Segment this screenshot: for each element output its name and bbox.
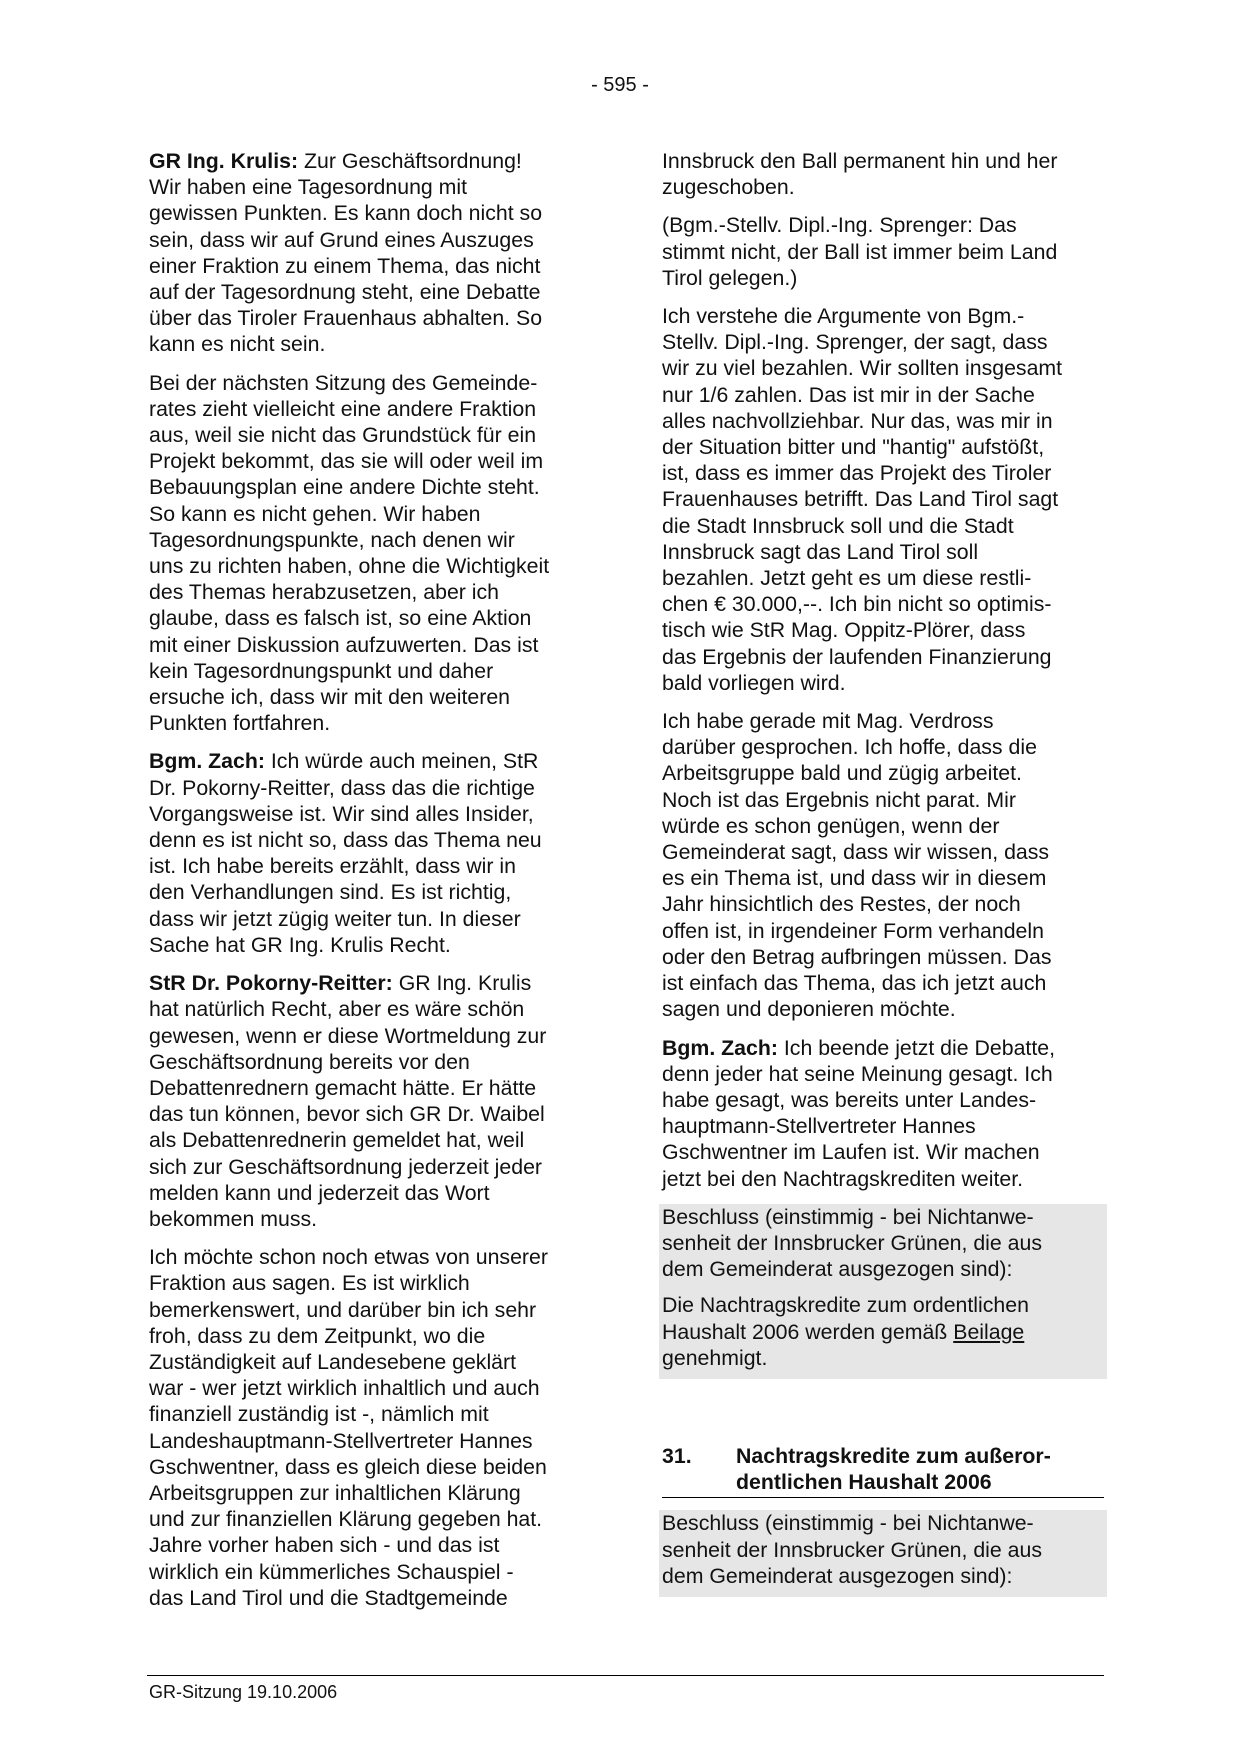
paragraph: Ich habe gerade mit Mag. Verdross darüber gesprochen. Ich hoffe, dass die Arbeitsgruppe bald und zügig arbeitet. Noch ist das Ergebnis nicht parat. Mir würde es schon genügen, wenn der Gemeinderat sagt, dass wir wissen, dass es ein Thema ist, und dass wir in diesem Jahr hinsichtlich des Restes, der noch offen ist, in irgendeiner Form verhandeln oder den Betrag aufbringen müssen. Das ist einfach das Thema, das ich jetzt auch sagen und deponieren möchte. — [662, 709, 1052, 1022]
resolution-intro: Beschluss (einstimmig - bei Nichtanwe- senheit der Innsbrucker Grünen, die aus dem Gemeinderat ausgezogen sind): — [662, 1204, 1043, 1282]
agenda-item-title: Nachtragskredite zum außeror- dentlichen Haushalt 2006 — [736, 1443, 1051, 1495]
footer-session-date: GR-Sitzung 19.10.2006 — [149, 1682, 338, 1702]
statement-zach-closing — [662, 1035, 1104, 1192]
statement-text: Ich beende jetzt die Debatte, denn jeder hat seine Meinung gesagt. Ich habe gesagt, was bereits unter Landes- hauptmann-Stellvertreter Hannes Gschwentner im Laufen ist. Wir machen jetzt bei den Nachtragskrediten weiter. — [662, 1035, 1056, 1191]
statement-text: Ich würde auch meinen, StR Dr. Pokorny-Reitter, dass das die richtige Vorgangsweise ist. Wir sind alles Insider, denn es ist nicht so, dass das Thema neu ist. Ich habe bereits erzählt, dass wir in den Verhandlungen sind. Es ist richtig, dass wir jetzt zügig weiter tun. In dieser Sache hat GR Ing. Krulis Recht. — [149, 749, 542, 957]
resolution-intro: Beschluss (einstimmig - bei Nichtanwe- senheit der Innsbrucker Grünen, die aus dem Gemeinderat ausgezogen sind): — [662, 1511, 1043, 1588]
statement-text: GR Ing. Krulis hat natürlich Recht, aber es wäre schön gewesen, wenn er diese Wortmeldung zur Geschäftsordnung bereits vor den Debattenrednern gemacht hätte. Er hätte das tun können, bevor sich GR Dr. Waibel als Debattenrednerin gemeldet hat, weil sich zur Geschäftsordnung jederzeit jeder melden kann und jederzeit das Wort bekommen muss. — [149, 971, 547, 1231]
agenda-item-heading — [662, 1443, 1104, 1498]
resolution-text-part: genehmigt. — [662, 1345, 768, 1370]
beilage-link[interactable]: Beilage — [953, 1319, 1025, 1344]
statement-text: Zur Geschäftsordnung! Wir haben eine Tagesordnung mit gewissen Punkten. Es kann doch nicht so sein, dass wir auf Grund eines Auszuges einer Fraktion zu einem Thema, das nicht auf der Tagesordnung steht, eine Debatte über das Tiroler Frauenhaus abhalten. So kann es nicht sein. — [149, 149, 543, 357]
speaker-name: GR Ing. Krulis: — [149, 149, 299, 173]
speaker-name: Bgm. Zach: — [149, 749, 265, 774]
resolution-text-part: Die Nachtragskredite zum ordentlichen Haushalt 2006 werden gemäß — [662, 1293, 1029, 1344]
paragraph: Bei der nächsten Sitzung des Gemeinde- rates zieht vielleicht eine andere Fraktion aus, weil sie nicht das Grundstück für ein Projekt bekommt, das sie will oder weil im Bebauungsplan eine andere Dichte steht. So kann es nicht gehen. Wir haben Tagesordnungspunkte, nach denen wir uns zu richten haben, ohne die Wichtigkeit des Themas herabzusetzen, aber ich glaube, dass es falsch ist, so eine Aktion mit einer Diskussion aufzuwerten. Das ist kein Tagesordnungspunkt und daher ersuche ich, dass wir mit den weiteren Punkten fortfahren. — [149, 370, 550, 736]
resolution-text — [662, 1292, 1104, 1379]
agenda-item-number: 31. — [662, 1443, 692, 1468]
paragraph: Ich möchte schon noch etwas von unserer Fraktion aus sagen. Es ist wirklich bemerkenswert, und darüber bin ich sehr froh, dass zu dem Zeitpunkt, wo die Zuständigkeit auf Landesebene geklärt war - wer jetzt wirklich inhaltlich und auch finanziell zuständig ist -, nämlich mit Landeshauptmann-Stellvertreter Hannes Gschwentner, dass es gleich diese beiden Arbeitsgruppen zur inhaltlichen Klärung und zur finanziellen Klärung gegeben hat. Jahre vorher haben sich - und das ist wirklich ein kümmerliches Schauspiel - das Land Tirol und die Stadtgemeinde — [149, 1245, 548, 1610]
page-number: - 595 - — [591, 74, 649, 96]
statement-krulis — [149, 148, 589, 358]
statement-pokorny-reitter — [149, 970, 589, 1232]
resolution-box — [659, 1204, 1107, 1379]
footer-divider — [147, 1675, 1104, 1676]
speaker-name: StR Dr. Pokorny-Reitter: — [149, 971, 393, 996]
statement-zach — [149, 748, 589, 958]
speaker-name: Bgm. Zach: — [662, 1035, 778, 1060]
paragraph: Innsbruck den Ball permanent hin und her zugeschoben. — [662, 149, 1058, 200]
left-column — [149, 148, 589, 1623]
paragraph: Ich verstehe die Argumente von Bgm.- Stellv. Dipl.-Ing. Sprenger, der sagt, dass wir zu viel bezahlen. Wir sollten insgesamt nur 1/6 zahlen. Das ist mir in der Sache alles nachvollziehbar. Nur das, was mir in der Situation bitter und "hantig" aufstößt, ist, dass es immer das Projekt des Tiroler Frauenhauses betrifft. Das Land Tirol sagt die Stadt Innsbruck soll und die Stadt Innsbruck sagt das Land Tirol soll bezahlen. Jetzt geht es um diese restli- chen € 30.000,--. Ich bin nicht so optimis- tisch wie StR Mag. Oppitz-Plörer, dass das Ergebnis der laufenden Finanzierung bald vorliegen wird. — [662, 304, 1063, 695]
right-column — [662, 148, 1104, 1597]
resolution-box — [659, 1510, 1107, 1597]
interjection-sprenger: (Bgm.-Stellv. Dipl.-Ing. Sprenger: Das stimmt nicht, der Ball ist immer beim Land Tirol gelegen.) — [662, 213, 1058, 290]
